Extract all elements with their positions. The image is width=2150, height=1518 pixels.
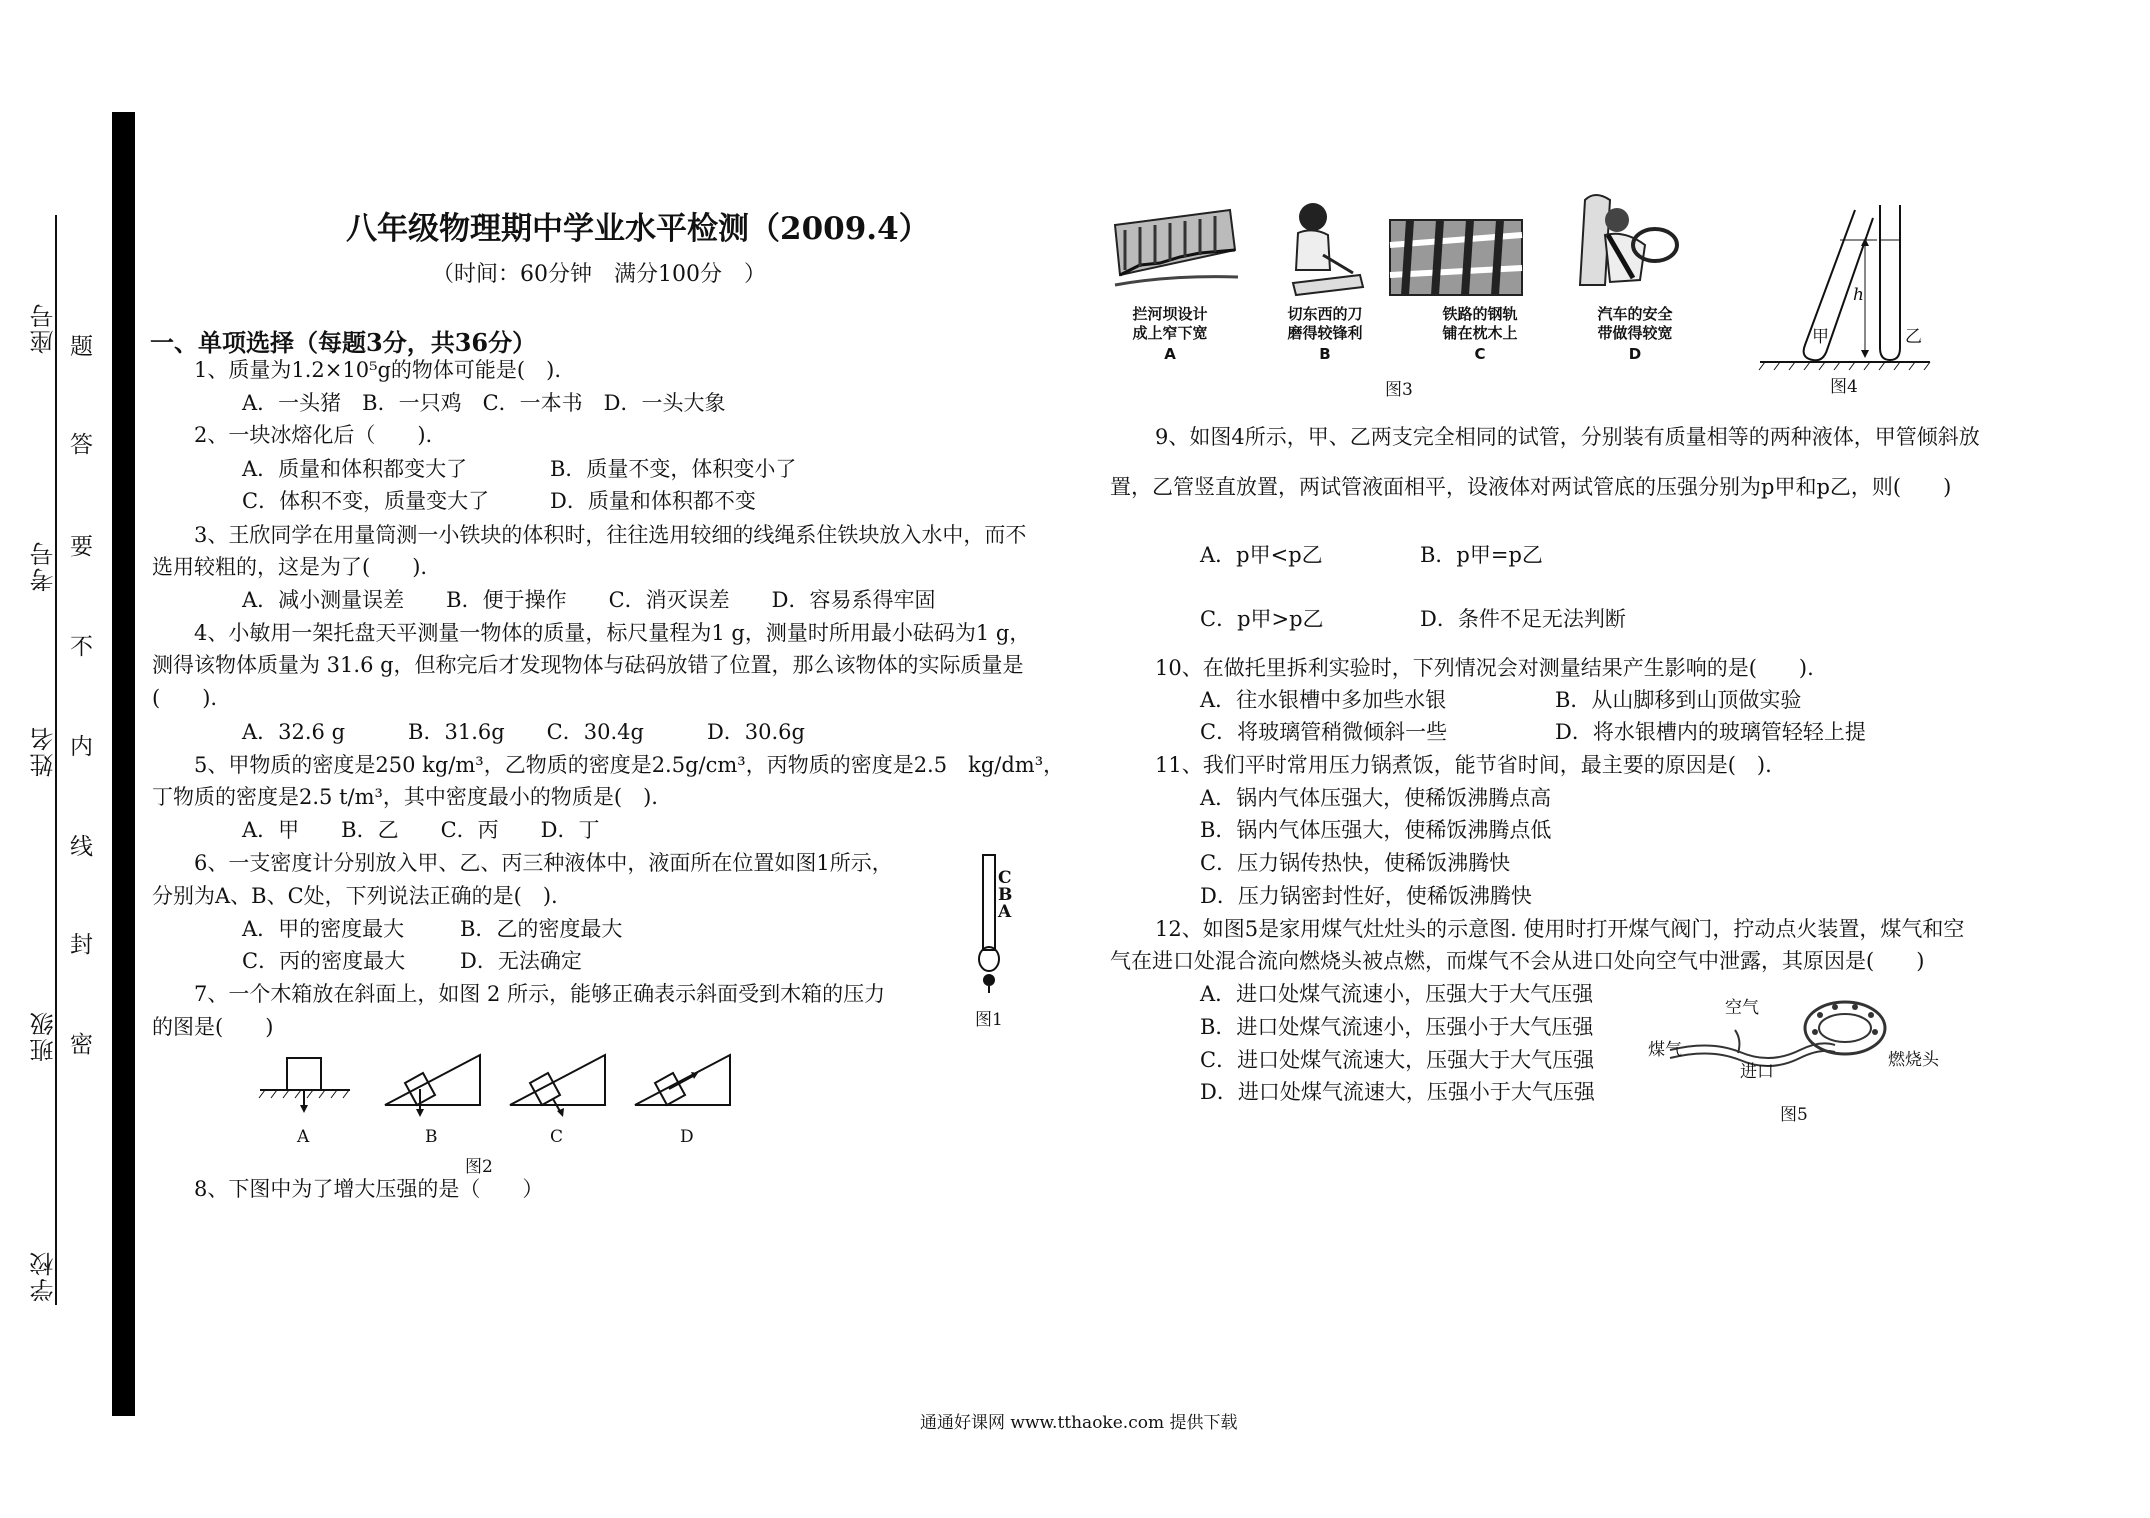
fig3-photo-dam [1110,205,1240,300]
q2-option-d: D．质量和体积都不变 [550,489,756,513]
q7-stem: 7、一个木箱放在斜面上，如图 2 所示，能够正确表示斜面受到木箱的压力 [194,982,886,1006]
fig2-label-d: D [680,1127,694,1147]
fig5-caption: 图5 [1780,1105,1808,1125]
q2-option-b: B．质量不变，体积变小了 [550,457,797,481]
q11-option-a: A．锅内气体压强大，使稀饭沸腾点高 [1200,786,1552,810]
fig1-mark-a: A [998,902,1012,922]
q4-options: A．32.6 g B．31.6g C．30.4g D．30.6g [242,720,805,744]
q6-stem: 6、一支密度计分别放入甲、乙、丙三种液体中，液面所在位置如图1所示， [194,851,893,875]
fig3-letter-d: D [1628,345,1642,363]
q7-stem-cont: 的图是( ) [152,1015,274,1039]
q10-option-b: B．从山脚移到山顶做实验 [1555,688,1802,712]
label-name: 姓名 [30,725,58,777]
seal-char: 封 [70,932,93,958]
fig2-caption: 图2 [465,1157,493,1177]
fig3-label-c: 铁路的钢轨 铺在枕木上 [1442,305,1518,342]
label-class: 班级 [30,1010,58,1062]
q6-option-b: B．乙的密度最大 [460,917,623,941]
q4-stem-end: ( ). [152,686,218,710]
q1-options: A．一头猪 B．一只鸡 C．一本书 D．一头大象 [242,391,726,415]
fig4-label-yi: 乙 [1905,327,1922,347]
q12-option-a: A．进口处煤气流速小，压强大于大气压强 [1200,982,1594,1006]
q5-stem: 5、甲物质的密度是250 kg/m³，乙物质的密度是2.5g/cm³，丙物质的密度是2.5 kg/dm³， [194,753,1065,777]
fig4-label-h: h [1853,285,1864,305]
fig5-label-air: 空气 [1725,998,1759,1018]
label-school: 学校 [30,1250,58,1302]
q9-option-a: A．p甲<p乙 [1200,543,1323,567]
page-title: 八年级物理期中学业水平检测（2009.4） [346,211,930,247]
label-exam-number: 考号 [30,540,58,592]
q4-stem-cont: 测得该物体质量为 31.6 g，但称完后才发现物体与砝码放错了位置，那么该物体的实际质量是 [152,653,1024,677]
fig3-letter-b: B [1319,345,1331,363]
seal-char: 答 [70,432,93,458]
q5-stem-cont: 丁物质的密度是2.5 t/m³，其中密度最小的物质是( ). [152,785,658,809]
seal-char: 线 [70,834,93,860]
q10-stem: 10、在做托里拆利实验时，下列情况会对测量结果产生影响的是( ). [1155,656,1814,680]
section-heading: 一、单项选择（每题3分，共36分） [150,328,537,357]
q3-options: A．减小测量误差 B．便于操作 C．消灭误差 D．容易系得牢固 [242,588,936,612]
fig2-label-c: C [550,1127,564,1147]
fig3-letter-a: A [1164,345,1176,363]
fig2-label-b: B [425,1127,438,1147]
q9-stem-cont: 置，乙管竖直放置，两试管液面相平，设液体对两试管底的压强分别为p甲和p乙，则( ) [1110,475,1952,499]
fig1-mark-c: C [998,868,1012,888]
fig3-label-d: 汽车的安全 带做得较宽 [1597,305,1673,342]
q11-option-c: C．压力锅传热快，使稀饭沸腾快 [1200,851,1511,875]
figure-5-gas-stove [1650,990,1890,1100]
fig5-label-gas: 煤气 [1648,1040,1682,1060]
q11-stem: 11、我们平时常用压力锅煮饭，能节省时间，最主要的原因是( ). [1155,753,1772,777]
q6-option-d: D．无法确定 [460,949,582,973]
q6-option-c: C．丙的密度最大 [242,949,406,973]
q10-option-d: D．将水银槽内的玻璃管轻轻上提 [1555,720,1866,744]
q11-option-b: B．锅内气体压强大，使稀饭沸腾点低 [1200,818,1552,842]
footer-source: 通通好课网 www.tthaoke.com 提供下载 [920,1413,1238,1433]
binding-black-bar [112,112,135,1416]
figure-2-slopes [255,1045,735,1125]
fig3-label-a: 拦河坝设计 成上窄下宽 [1132,305,1208,342]
q10-option-c: C．将玻璃管稍微倾斜一些 [1200,720,1448,744]
fig5-label-burner: 燃烧头 [1888,1050,1939,1070]
q9-option-b: B．p甲=p乙 [1420,543,1543,567]
fig4-label-jia: 甲 [1812,327,1829,347]
q3-stem-cont: 选用较粗的，这是为了( ). [152,555,428,579]
q12-option-c: C．进口处煤气流速大，压强大于大气压强 [1200,1048,1595,1072]
q9-option-d: D．条件不足无法判断 [1420,607,1626,631]
q1-stem: 1、质量为1.2×10⁵g的物体可能是( ). [194,358,561,382]
seal-char: 内 [70,734,93,760]
seal-char: 密 [70,1032,93,1058]
q2-option-a: A．质量和体积都变大了 [242,457,468,481]
fig2-label-a: A [297,1127,310,1147]
q10-option-a: A．往水银槽中多加些水银 [1200,688,1447,712]
label-seat-number: 座号 [30,302,58,354]
fig3-photo-knife [1268,195,1368,300]
q12-option-b: B．进口处煤气流速小，压强小于大气压强 [1200,1015,1594,1039]
q5-options: A．甲 B．乙 C．丙 D．丁 [242,818,600,842]
fig3-caption: 图3 [1385,380,1413,400]
q6-stem-cont: 分别为A、B、C处，下列说法正确的是( ). [152,884,558,908]
q3-stem: 3、王欣同学在用量筒测一小铁块的体积时，往往选用较细的线绳系住铁块放入水中，而不 [194,523,1027,547]
fig1-mark-b: B [998,885,1013,905]
fig3-label-b: 切东西的刀 磨得较锋利 [1287,305,1363,342]
fig4-caption: 图4 [1830,377,1858,397]
fig1-caption: 图1 [975,1010,1003,1030]
seal-char: 题 [70,334,93,360]
fig3-letter-c: C [1474,345,1486,363]
q2-stem: 2、一块冰熔化后（ ). [194,423,433,447]
fig3-photo-rail [1390,210,1525,305]
q12-stem-cont: 气在进口处混合流向燃烧头被点燃，而煤气不会从进口处向空气中泄露，其原因是( ) [1110,949,1925,973]
q9-stem: 9、如图4所示，甲、乙两支完全相同的试管，分别装有质量相等的两种液体，甲管倾斜放 [1155,425,1980,449]
page-subtitle: （时间：60分钟 满分100分 ） [432,262,766,287]
q11-option-d: D．压力锅密封性好，使稀饭沸腾快 [1200,884,1532,908]
q4-stem: 4、小敏用一架托盘天平测量一物体的质量，标尺量程为1 g，测量时所用最小砝码为1 g， [194,621,1031,645]
fig3-photo-seatbelt [1575,190,1685,295]
fig5-label-inlet: 进口 [1740,1062,1774,1082]
q12-stem: 12、如图5是家用煤气灶灶头的示意图. 使用时打开煤气阀门，拧动点火装置，煤气和空 [1155,917,1965,941]
q2-option-c: C．体积不变，质量变大了 [242,489,490,513]
q6-option-a: A．甲的密度最大 [242,917,405,941]
q8-stem: 8、下图中为了增大压强的是（ ） [194,1177,544,1201]
q12-option-d: D．进口处煤气流速大，压强小于大气压强 [1200,1080,1595,1104]
q9-option-c: C．p甲>p乙 [1200,607,1324,631]
seal-char: 不 [70,634,93,660]
seal-char: 要 [70,534,93,560]
